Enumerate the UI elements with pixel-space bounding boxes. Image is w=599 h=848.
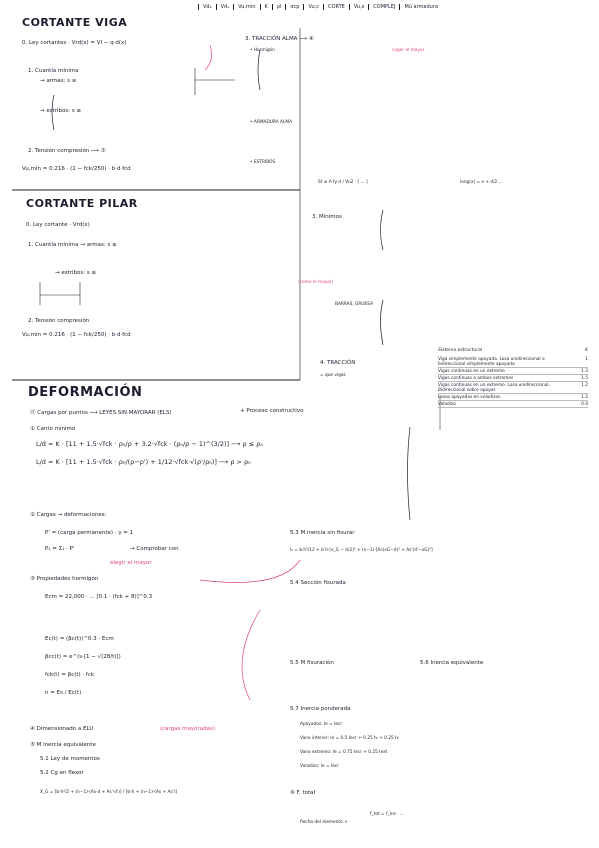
tab-complej: COMPLEJ: [368, 4, 399, 10]
pilar-estribos: → estribos: s ≤: [55, 270, 97, 276]
deform-cg-eq: X_G = [b·h²/2 + (n−1)·(As·d + As'·d')] / [b·h + (n−1)·(As + As')]: [40, 790, 178, 795]
viga-traccion: 3. TRACCIÓN ALMA ⟶ ④: [245, 36, 314, 42]
deform-s53: 5.3 M inercia sin fisurar: [290, 530, 355, 536]
tab-rho: ρl: [272, 4, 286, 10]
table-row: Viga simplemente apoyada. Losa unidireccional o bidireccional simplemente apoyada 1: [438, 356, 588, 367]
deform-s2a: P' = (carga permanente) · γ = 1: [45, 530, 134, 536]
viga-compresion: 2. Tensión compresión ⟶ ③: [28, 148, 106, 154]
tab-corte: CORTE: [323, 4, 349, 10]
deform-s54: 5.4 Sección fisurada: [290, 580, 346, 586]
deform-s51: 5.1 Ley de momentos: [40, 756, 100, 762]
deform-elegir: elegir el mayor: [110, 560, 152, 566]
deform-s0: ⓪ Cargas por puntos ⟶ LEYES SIN MAYORAR (ELS): [30, 410, 172, 416]
viga-armas: → armas: s ≤: [40, 78, 77, 84]
table-row: Vigas continuas a ambos extremos 1.5: [438, 375, 588, 381]
deform-s1: ① Canto mínimo: [30, 426, 76, 432]
viga-ley-cortantes: 0. Ley cortantes · Vrd(x) = Vl − q·d(x): [22, 40, 127, 46]
pilar-minimos: 3. Mínimos: [312, 214, 342, 220]
ponderada-item: Voladizo: Ie = Iecr: [300, 764, 339, 769]
tab-vuc: Vu,c: [303, 4, 323, 10]
deform-flecha: flecha del elemento ×: [300, 820, 348, 825]
pilar-cuantia: 1. Cuantía mínima → armas: s ≤: [28, 242, 117, 248]
deform-s56: 5.6 Inercia equivalente: [420, 660, 484, 666]
top-tab-bar: [198, 4, 442, 10]
section-title-deformacion: DEFORMACIÓN: [28, 385, 143, 400]
deform-s4b: (cargas mayoradas): [160, 726, 216, 732]
viga-coger-mayor: coger el mayor: [392, 48, 425, 53]
k-table-title: Sistema estructural: [438, 348, 483, 353]
deform-s55: 5.5 M fisuración: [290, 660, 334, 666]
pilar-ley: 0. Ley cortante · Vrd(x): [26, 222, 90, 228]
viga-cuantia-minima: 1. Cuantía mínima: [28, 68, 79, 74]
deform-ecm: Ecm = 22,000 · ... [0.1 · (fck + 8)]^0.3: [45, 594, 153, 600]
deform-s52: 5.2 Cg en flexor: [40, 770, 84, 776]
deform-beta: βcc(t) = e^(s·[1 − √(28/t)]): [45, 654, 121, 660]
section-title-cortante-pilar: CORTANTE PILAR: [26, 197, 138, 210]
tab-vus: Vu,s: [349, 4, 368, 10]
pilar-traccion-sub: = que vigas: [320, 373, 346, 378]
k-table: [438, 348, 588, 408]
table-row: Vigas continuas en un extremo 1.3: [438, 368, 588, 374]
section-title-cortante-viga: CORTANTE VIGA: [22, 16, 128, 29]
deform-canto-eq2: L/d = K · [11 + 1.5·√fck · ρ₀/(ρ−ρ') + 1/12·√fck·√(ρ'/ρ₀)] ⟶ ρ > ρ₀: [36, 458, 251, 466]
pilar-barras: BARRAS, GRUESA: [335, 302, 374, 307]
ponderada-item: Vano extremo: Ie = 0.75 Iecr + 0.25 Iext: [300, 750, 388, 755]
k-table-header: K: [585, 348, 588, 353]
deform-s4: ④ Dimensionado a ELU: [30, 726, 94, 732]
deform-s2: ② Cargas → deformaciones:: [30, 512, 107, 518]
viga-vumin: Vu,min = 0.216 · (1 − fck/250) · b·d·fcd: [22, 166, 131, 172]
deform-s6: ⑥ F. total: [290, 790, 316, 796]
deform-n: n = Es / Ec(t): [45, 690, 82, 696]
pilar-mayor: (como el mayor): [298, 280, 334, 285]
deform-fijo: f_tot = f_ins · ...: [370, 812, 405, 817]
deform-s2b: P₁ = Σ₁ · P': [45, 546, 75, 552]
tab-k: K: [260, 4, 272, 10]
tab-sigma: σcp: [285, 4, 303, 10]
deform-s0b: + Proceso constructivo: [240, 408, 304, 414]
viga-st-formula: St ≤ A·fy·d / Vu2 · [ ... ]: [318, 180, 368, 185]
pilar-compresion: 2. Tensión compresión: [28, 318, 90, 324]
tab-vd2: Vd₂: [198, 4, 216, 10]
deform-canto-eq1: L/d = K · [11 + 1.5·√fck · ρ₀/ρ + 3.2·√fck · (ρ₀/ρ − 1)^(3/2)] ⟶ ρ ≤ ρ₀: [36, 440, 263, 448]
viga-armadura: • ARMADURA ALMA: [250, 120, 293, 125]
viga-hormigon: • Hormigón: [250, 48, 275, 53]
viga-estribos: → estribos: s ≤: [40, 108, 82, 114]
deform-fck-t: fck(t) = βc(t) · fck: [45, 672, 95, 678]
deform-ecm-t: Ec(t) = (βc(t))^0.3 · Ecm: [45, 636, 114, 642]
table-row: Voladizo 0.4: [438, 401, 588, 407]
tab-armadura: Mú armadura: [399, 4, 442, 10]
deform-s2c: → Comprobar con: [130, 546, 179, 552]
tab-vumin: Vu,min: [233, 4, 259, 10]
deform-s53-eq: I₀ = b·h³/12 + b·h·(x_G − h/2)² + (n−1)·[As(xG−d)² + As'(d'−xG)²]: [290, 548, 433, 553]
ponderada-item: Apoyados: Ie = Iecr: [300, 722, 343, 727]
deform-s57: 5.7 Inercia ponderada: [290, 706, 351, 712]
ponderada-item: Vano interior: Ie = 0.5 Iecr + 0.25 Iv + 0.25 Iv: [300, 736, 399, 741]
viga-long: long(x) = x + d/2 ...: [460, 180, 503, 185]
table-row: Losas apoyadas en voladizos 1.2: [438, 394, 588, 400]
deform-s3: ③ Propiedades hormigón: [30, 576, 99, 582]
table-row: Vigas continuas en un extremo. Losa unidireccional. Bidireccional sobre apoyos 1.2: [438, 382, 588, 393]
pilar-traccion: 4. TRACCIÓN: [320, 360, 356, 366]
deform-s5: ⑤ M inercia equivalente: [30, 742, 96, 748]
tab-vd1: Vd₁: [216, 4, 234, 10]
pilar-vumin: Vu,min = 0.216 · (1 − fck/250) · b·d·fcd: [22, 332, 131, 338]
viga-estribos-label: • ESTRIBOS: [250, 160, 276, 165]
